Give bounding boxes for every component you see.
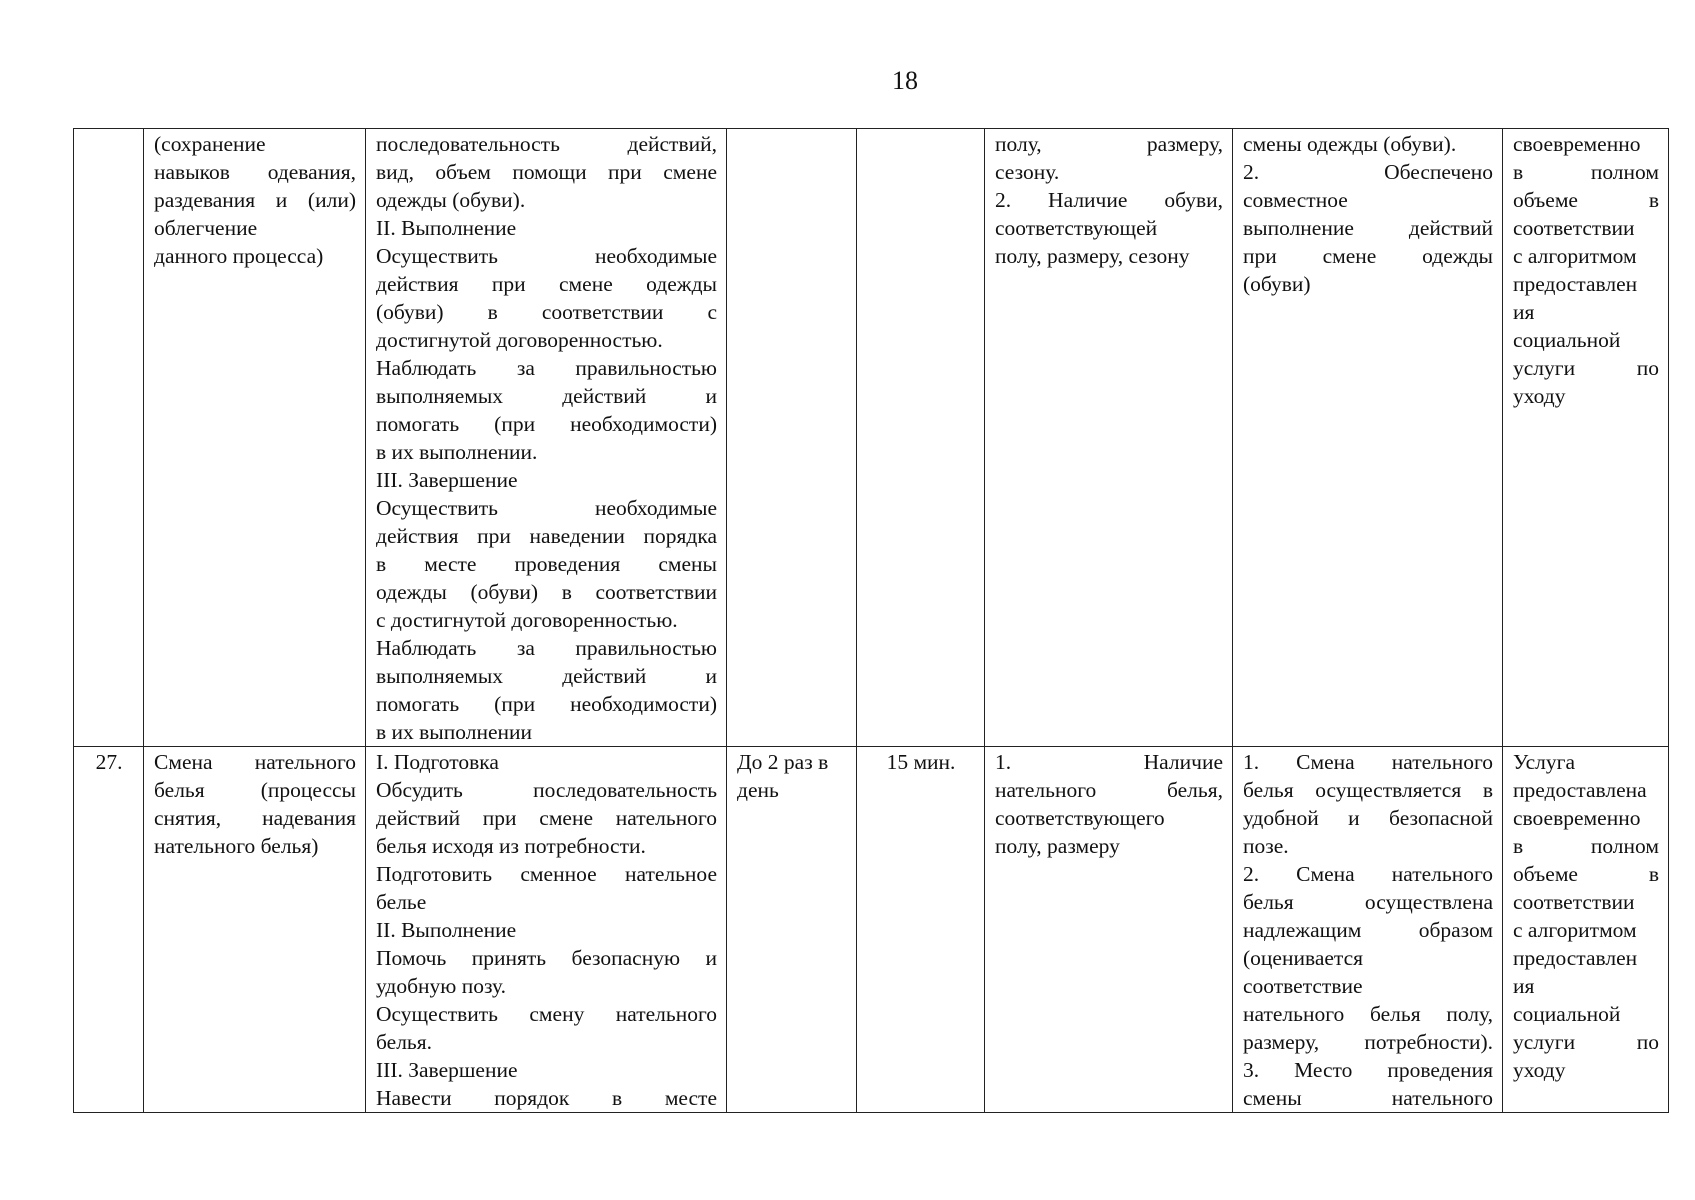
text-line: 2. Наличие обуви, (995, 188, 1223, 212)
text-line: III. Завершение (376, 468, 518, 492)
text-line: помогать (при необходимости) (376, 412, 717, 436)
row-number-cell (74, 129, 144, 747)
text-line: с алгоритмом (1513, 244, 1637, 268)
text-line: в месте проведения смены (376, 552, 717, 576)
table-row (74, 129, 1669, 747)
text-line: уходу (1513, 1058, 1566, 1082)
text-line: соответствии (1513, 216, 1635, 240)
text-line: одежды (обуви) в соответствии (376, 580, 717, 604)
text-line: облегчение (154, 216, 258, 240)
text-line: Услуга (1513, 750, 1576, 774)
table-row (74, 747, 1669, 1113)
services-table (73, 128, 1669, 1113)
procedure-cell (366, 747, 727, 1113)
row-number-cell: 27. (74, 747, 144, 1113)
text-line: с достигнутой договоренностью. (376, 608, 678, 632)
text-line: Обсудить последовательность (376, 778, 717, 802)
text-line: 1. Наличие (995, 750, 1223, 774)
text-line: соответствующего (995, 806, 1165, 830)
standards-cell (985, 747, 1233, 1113)
text-line: смены нательного (1243, 1086, 1493, 1110)
text-line: соответствующей (995, 216, 1158, 240)
quality-cell (1233, 747, 1503, 1113)
text-line: уходу (1513, 384, 1566, 408)
text-line: нательного белья полу, (1243, 1002, 1493, 1026)
text-line: удобную позу. (376, 974, 506, 998)
text-line: данного процесса) (154, 244, 324, 268)
text-line: в их выполнении. (376, 440, 538, 464)
standards-cell (985, 129, 1233, 747)
text-line: навыков одевания, (154, 160, 356, 184)
text-line: белье (376, 890, 427, 914)
text-line: II. Выполнение (376, 216, 517, 240)
text-line: социальной (1513, 1002, 1621, 1026)
text-line: предоставлен (1513, 272, 1638, 296)
procedure-cell (366, 129, 727, 747)
service-name-cell (144, 747, 366, 1113)
evaluation-cell (1503, 747, 1669, 1113)
text-line: социальной (1513, 328, 1621, 352)
text-line: Смена нательного (154, 750, 356, 774)
text-line: белья осуществляется в (1243, 778, 1493, 802)
text-line: Наблюдать за правильностью (376, 636, 717, 660)
text-line: услуги по (1513, 356, 1659, 380)
text-line: Осуществить смену нательного (376, 1002, 717, 1026)
text-line: снятия, надевания (154, 806, 356, 830)
text-line: полу, размеру, (995, 132, 1223, 156)
service-name-cell (144, 129, 366, 747)
text-line: (сохранение (154, 132, 266, 156)
text-line: последовательность действий, (376, 132, 717, 156)
text-line: соответствие (1243, 974, 1363, 998)
text-line: Осуществить необходимые (376, 244, 717, 268)
text-line: До 2 раз в (737, 750, 829, 774)
text-line: смены одежды (обуви). (1243, 132, 1457, 156)
text-line: белья. (376, 1030, 432, 1054)
text-line: помогать (при необходимости) (376, 692, 717, 716)
text-line: 1. Смена нательного (1243, 750, 1493, 774)
text-line: одежды (обуви). (376, 188, 526, 212)
text-line: (оценивается (1243, 946, 1364, 970)
text-line: объеме в (1513, 862, 1659, 886)
text-line: вид, объем помощи при смене (376, 160, 717, 184)
text-line: выполнение действий (1243, 216, 1493, 240)
text-line: III. Завершение (376, 1058, 518, 1082)
text-line: совместное (1243, 188, 1348, 212)
text-line: удобной и безопасной (1243, 806, 1493, 830)
text-line: Подготовить сменное нательное (376, 862, 717, 886)
text-line: белья (процессы (154, 778, 356, 802)
text-line: 2. Смена нательного (1243, 862, 1493, 886)
text-line: действий при смене нательного (376, 806, 717, 830)
text-line: в полном (1513, 834, 1659, 858)
text-line: действия при смене одежды (376, 272, 717, 296)
text-line: белья исходя из потребности. (376, 834, 646, 858)
text-line: при смене одежды (1243, 244, 1493, 268)
text-line: ия (1513, 300, 1535, 324)
duration-cell (857, 747, 985, 1113)
text-line: надлежащим образом (1243, 918, 1493, 942)
text-line: ия (1513, 974, 1535, 998)
text-line: Помочь принять безопасную и (376, 946, 717, 970)
text-line: с алгоритмом (1513, 918, 1637, 942)
text-line: 3. Место проведения (1243, 1058, 1493, 1082)
text-line: объеме в (1513, 188, 1659, 212)
text-line: I. Подготовка (376, 750, 499, 774)
text-line: своевременно (1513, 806, 1641, 830)
frequency-cell (727, 129, 857, 747)
frequency-cell (727, 747, 857, 1113)
text-line: сезону. (995, 160, 1060, 184)
text-line: II. Выполнение (376, 918, 517, 942)
text-line: полу, размеру (995, 834, 1120, 858)
page-number: 18 (892, 66, 918, 95)
text-line: выполняемых действий и (376, 384, 717, 408)
text-line: нательного белья, (995, 778, 1223, 802)
text-line: услуги по (1513, 1030, 1659, 1054)
text-line: (обуви) в соответствии с (376, 300, 717, 324)
text-line: соответствии (1513, 890, 1635, 914)
text-line: 15 мин. (886, 750, 956, 774)
text-line: предоставлена (1513, 778, 1647, 802)
text-line: день (737, 778, 779, 802)
text-line: в их выполнении (376, 720, 533, 744)
text-line: предоставлен (1513, 946, 1638, 970)
text-line: Осуществить необходимые (376, 496, 717, 520)
text-line: белья осуществлена (1243, 890, 1493, 914)
text-line: 2. Обеспечено (1243, 160, 1493, 184)
text-line: своевременно (1513, 132, 1641, 156)
text-line: размеру, потребности). (1243, 1030, 1493, 1054)
text-line: нательного белья) (154, 834, 319, 858)
text-line: в полном (1513, 160, 1659, 184)
duration-cell (857, 129, 985, 747)
text-line: позе. (1243, 834, 1289, 858)
text-line: Наблюдать за правильностью (376, 356, 717, 380)
text-line: достигнутой договоренностью. (376, 328, 663, 352)
text-line: действия при наведении порядка (376, 524, 717, 548)
quality-cell (1233, 129, 1503, 747)
text-line: раздевания и (или) (154, 188, 356, 212)
text-line: Навести порядок в месте (376, 1086, 717, 1110)
text-line: полу, размеру, сезону (995, 244, 1190, 268)
text-line: (обуви) (1243, 272, 1311, 296)
evaluation-cell (1503, 129, 1669, 747)
text-line: выполняемых действий и (376, 664, 717, 688)
